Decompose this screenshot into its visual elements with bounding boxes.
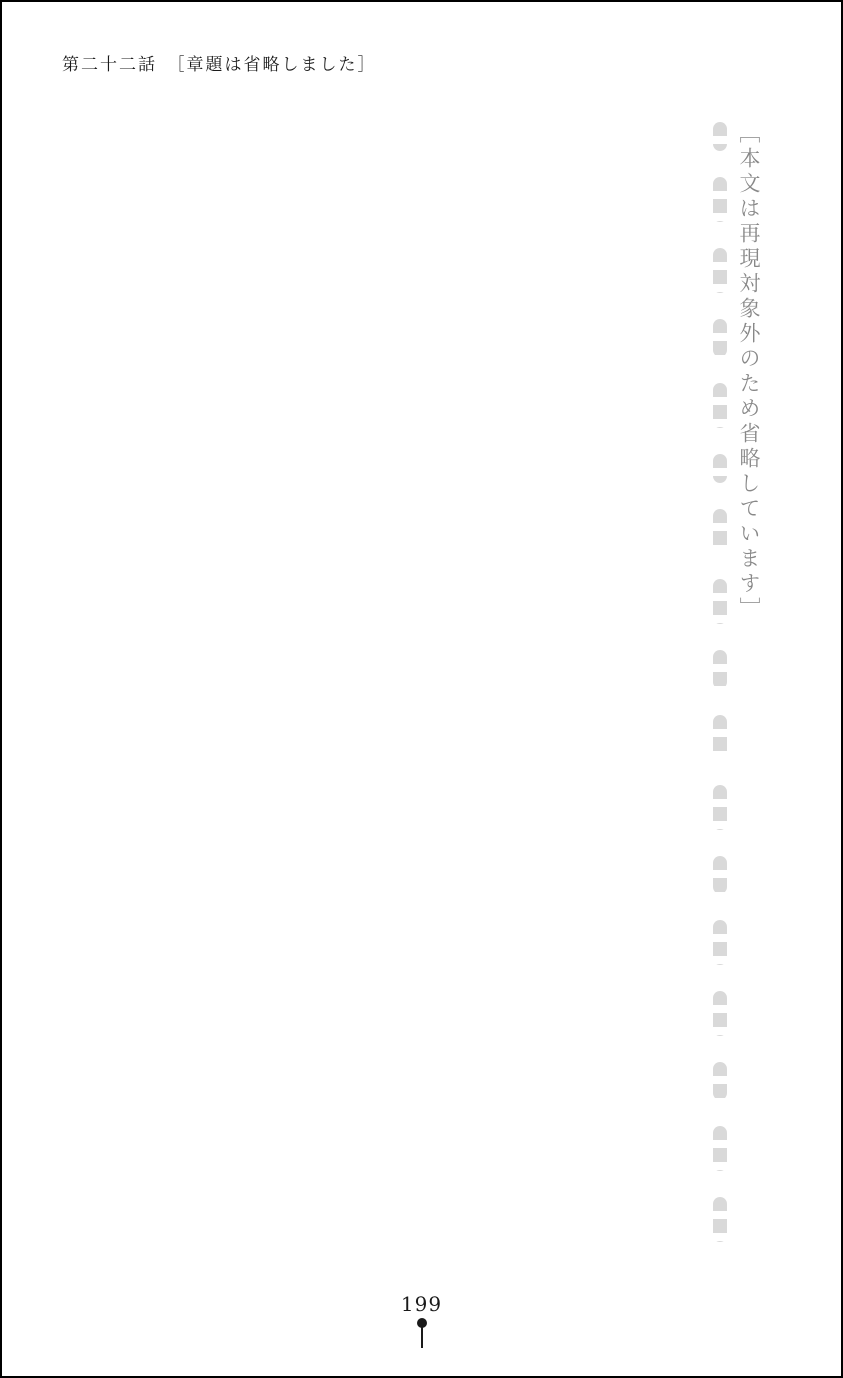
redacted-column (713, 248, 727, 293)
footer-ornament (421, 1322, 423, 1348)
redacted-column (713, 509, 727, 554)
redacted-column (713, 122, 727, 151)
page-number: 199 (400, 1292, 443, 1316)
redacted-column (713, 383, 727, 428)
page-footer (2, 1292, 841, 1348)
redacted-column (713, 785, 727, 830)
body-text-block (61, 122, 771, 1242)
redacted-column (713, 319, 727, 357)
redacted-column (713, 1197, 727, 1242)
redacted-column (713, 715, 727, 760)
redacted-column (713, 579, 727, 624)
redacted-text-columns (713, 122, 727, 1242)
redacted-column (713, 177, 727, 222)
redacted-column (713, 1062, 727, 1100)
redacted-column (713, 454, 727, 483)
redacted-column (713, 1126, 727, 1171)
redacted-column (713, 991, 727, 1036)
redacted-body-note: ［本文は再現対象外のため省略しています］ (737, 122, 761, 622)
redacted-column (713, 920, 727, 965)
redacted-column (713, 856, 727, 894)
chapter-header: 第二十二話 ［章題は省略しました］ (62, 55, 377, 75)
redacted-column (713, 650, 727, 688)
